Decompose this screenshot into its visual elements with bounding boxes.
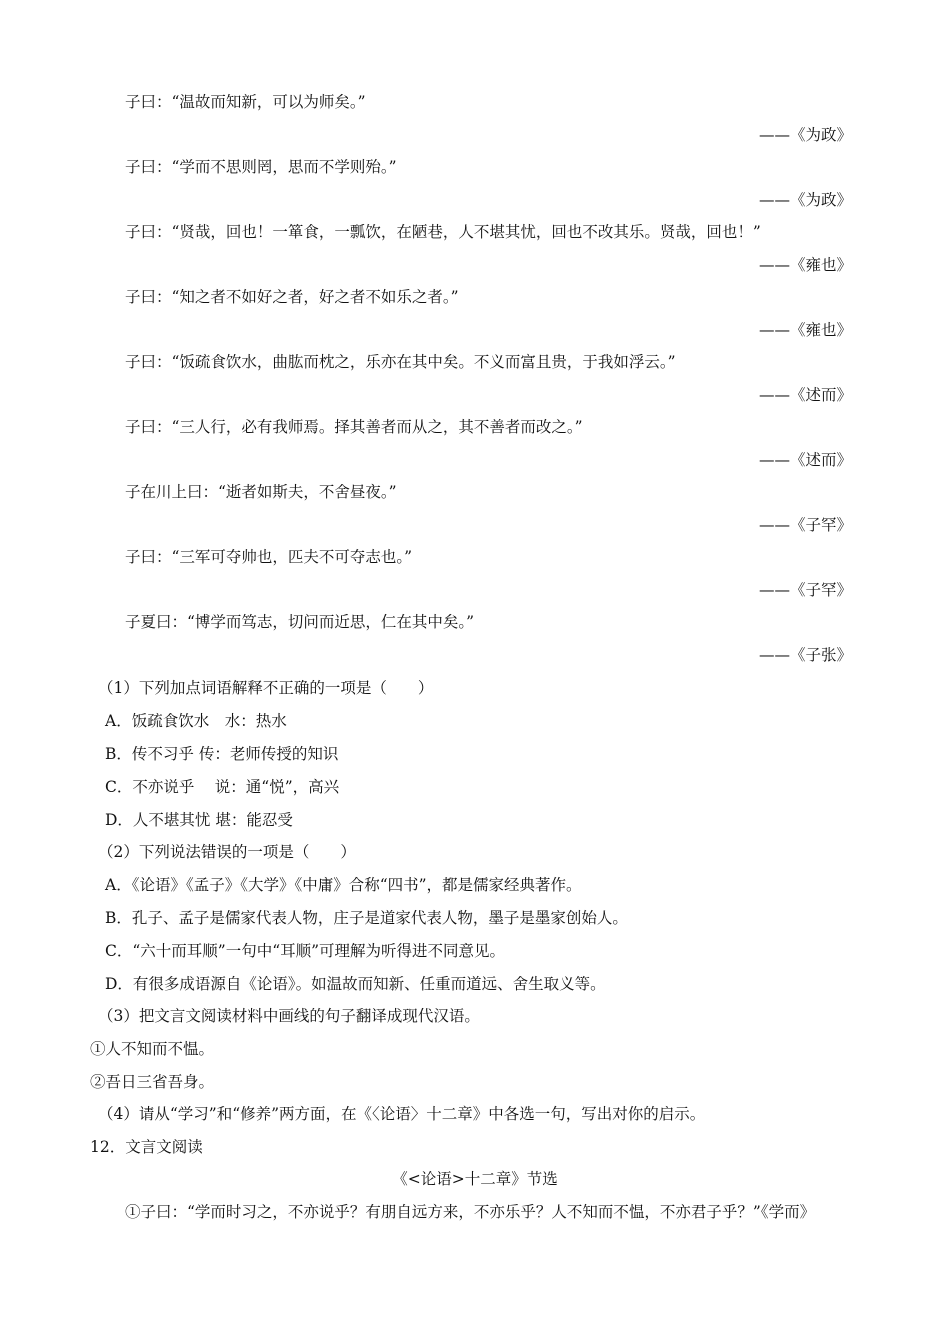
quote-1-source: ——《为政》 [758, 126, 852, 144]
quote-8: 子曰：“三军可夺帅也，匹夫不可夺志也。” [125, 548, 413, 566]
section-12-title: 《<论语>十二章》节选 [392, 1170, 558, 1188]
quote-3-source: ——《雍也》 [758, 256, 852, 274]
question-2-option-c: C．“六十而耳顺”一句中“耳顺”可理解为听得进不同意见。 [105, 942, 506, 960]
quote-8-source: ——《子罕》 [758, 581, 852, 599]
question-4-stem: （4）请从“学习”和“修养”两方面，在《〈论语〉十二章》中各选一句，写出对你的启示。 [98, 1105, 706, 1123]
question-1-option-a: A．饭疏食饮水 水：热水 [105, 712, 287, 730]
quote-2-source: ——《为政》 [758, 191, 852, 209]
question-2-option-b: B．孔子、孟子是儒家代表人物，庄子是道家代表人物，墨子是墨家创始人。 [105, 909, 628, 927]
section-12-paragraph: ①子曰：“学而时习之，不亦说乎？有朋自远方来，不亦乐乎？人不知而不愠，不亦君子乎？”《学而》 [125, 1203, 816, 1221]
question-2-stem: （2）下列说法错误的一项是（ ） [98, 843, 356, 861]
quote-5-source: ——《述而》 [758, 386, 852, 404]
question-1-stem: （1）下列加点词语解释不正确的一项是（ ） [98, 679, 434, 697]
question-1-option-d: D．人不堪其忧 堪：能忍受 [105, 811, 293, 829]
quote-5: 子曰：“饭疏食饮水，曲肱而枕之，乐亦在其中矣。不义而富且贵，于我如浮云。” [125, 353, 676, 371]
quote-9-source: ——《子张》 [758, 646, 852, 664]
question-3-stem: （3）把文言文阅读材料中画线的句子翻译成现代汉语。 [98, 1007, 480, 1025]
question-3-item-2: ②吾日三省吾身。 [90, 1073, 215, 1091]
quote-2: 子曰：“学而不思则罔，思而不学则殆。” [125, 158, 397, 176]
quote-3: 子曰：“贤哉，回也！一箪食，一瓢饮，在陋巷，人不堪其忧，回也不改其乐。贤哉，回也！” [125, 223, 761, 241]
section-12-heading: 12．文言文阅读 [90, 1138, 203, 1156]
quote-6: 子曰：“三人行，必有我师焉。择其善者而从之，其不善者而改之。” [125, 418, 583, 436]
quote-9: 子夏曰：“博学而笃志，切问而近思，仁在其中矣。” [125, 613, 475, 631]
quote-7-source: ——《子罕》 [758, 516, 852, 534]
quote-4: 子曰：“知之者不如好之者，好之者不如乐之者。” [125, 288, 459, 306]
quote-6-source: ——《述而》 [758, 451, 852, 469]
quote-1: 子曰：“温故而知新，可以为师矣。” [125, 93, 366, 111]
question-1-option-b: B．传不习乎 传：老师传授的知识 [105, 745, 339, 763]
question-1-option-c: C．不亦说乎 说：通“悦”，高兴 [105, 778, 340, 796]
question-2-option-d: D．有很多成语源自《论语》。如温故而知新、任重而道远、舍生取义等。 [105, 975, 606, 993]
question-2-option-a: A．《论语》《孟子》《大学》《中庸》合称“四书”，都是儒家经典著作。 [105, 876, 582, 894]
question-3-item-1: ①人不知而不愠。 [90, 1040, 215, 1058]
quote-7: 子在川上曰：“逝者如斯夫，不舍昼夜。” [125, 483, 397, 501]
quote-4-source: ——《雍也》 [758, 321, 852, 339]
